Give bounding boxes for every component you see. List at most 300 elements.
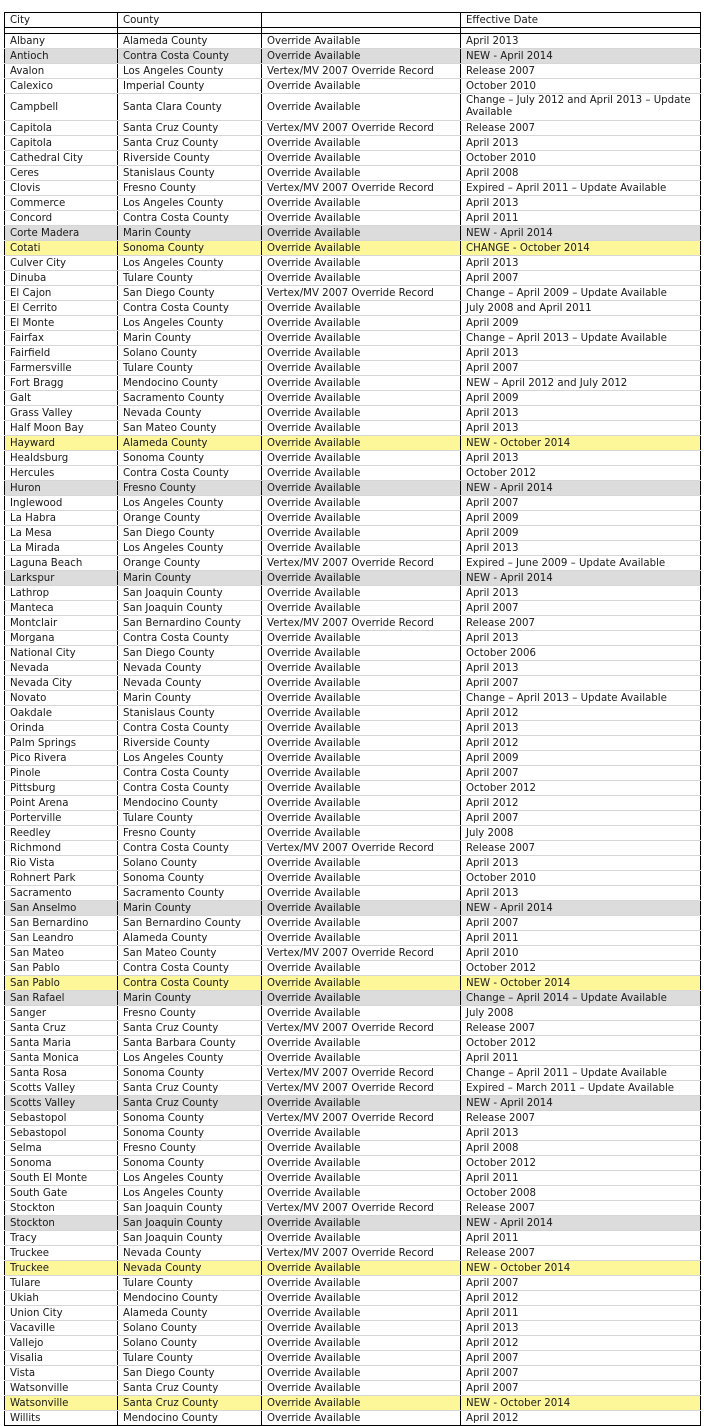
county-cell: Fresno County <box>118 1141 262 1156</box>
county-cell: Riverside County <box>118 736 262 751</box>
city-cell: Commerce <box>5 196 118 211</box>
effective-date-cell: Release 2007 <box>461 64 701 79</box>
effective-date-cell: Change – April 2009 – Update Available <box>461 286 701 301</box>
county-cell: Santa Cruz County <box>118 121 262 136</box>
county-cell: Fresno County <box>118 1006 262 1021</box>
city-cell: Scotts Valley <box>5 1096 118 1111</box>
effective-date-cell: April 2011 <box>461 931 701 946</box>
effective-date-cell: October 2006 <box>461 646 701 661</box>
status-cell: Vertex/MV 2007 Override Record <box>262 556 461 571</box>
effective-date-cell: April 2007 <box>461 766 701 781</box>
table-row <box>5 1081 701 1096</box>
status-cell: Override Available <box>262 331 461 346</box>
status-cell: Override Available <box>262 1351 461 1366</box>
effective-date-cell: April 2007 <box>461 676 701 691</box>
county-cell: Los Angeles County <box>118 64 262 79</box>
effective-date-cell: April 2009 <box>461 391 701 406</box>
status-cell: Override Available <box>262 1186 461 1201</box>
table-row <box>5 1276 701 1291</box>
status-cell: Override Available <box>262 1291 461 1306</box>
status-cell: Override Available <box>262 241 461 256</box>
table-row <box>5 181 701 196</box>
county-cell: Santa Cruz County <box>118 1396 262 1411</box>
table-row <box>5 931 701 946</box>
table-row <box>5 346 701 361</box>
effective-date-cell: April 2013 <box>461 1126 701 1141</box>
status-cell: Override Available <box>262 436 461 451</box>
city-cell: Sanger <box>5 1006 118 1021</box>
status-cell: Override Available <box>262 901 461 916</box>
county-cell: Santa Cruz County <box>118 1081 262 1096</box>
table-row <box>5 64 701 79</box>
status-cell: Override Available <box>262 961 461 976</box>
effective-date-cell: April 2009 <box>461 526 701 541</box>
county-cell: Los Angeles County <box>118 316 262 331</box>
table-row <box>5 1006 701 1021</box>
effective-date-cell: April 2010 <box>461 946 701 961</box>
city-cell: National City <box>5 646 118 661</box>
status-cell: Override Available <box>262 1231 461 1246</box>
status-cell: Override Available <box>262 226 461 241</box>
county-cell: San Mateo County <box>118 946 262 961</box>
city-cell: San Rafael <box>5 991 118 1006</box>
table-row <box>5 211 701 226</box>
table-row <box>5 121 701 136</box>
city-cell: Reedley <box>5 826 118 841</box>
effective-date-cell: Change – April 2014 – Update Available <box>461 991 701 1006</box>
city-cell: Montclair <box>5 616 118 631</box>
effective-date-cell: Release 2007 <box>461 1201 701 1216</box>
city-cell: Capitola <box>5 136 118 151</box>
effective-date-cell: Change – April 2013 – Update Available <box>461 691 701 706</box>
county-cell: Alameda County <box>118 436 262 451</box>
county-cell: Santa Barbara County <box>118 1036 262 1051</box>
city-cell: Hercules <box>5 466 118 481</box>
effective-date-cell: July 2008 <box>461 1006 701 1021</box>
status-cell: Override Available <box>262 376 461 391</box>
city-cell: Oakdale <box>5 706 118 721</box>
status-cell: Override Available <box>262 751 461 766</box>
table-row <box>5 1066 701 1081</box>
effective-date-cell: April 2011 <box>461 1306 701 1321</box>
table-row <box>5 94 701 121</box>
table-row <box>5 1036 701 1051</box>
table-row <box>5 616 701 631</box>
table-row <box>5 1351 701 1366</box>
table-row <box>5 196 701 211</box>
status-cell: Override Available <box>262 271 461 286</box>
effective-date-cell: October 2010 <box>461 151 701 166</box>
status-cell: Override Available <box>262 196 461 211</box>
county-cell: Solano County <box>118 856 262 871</box>
status-cell: Override Available <box>262 646 461 661</box>
status-cell: Override Available <box>262 811 461 826</box>
effective-date-cell: April 2013 <box>461 1321 701 1336</box>
status-cell: Vertex/MV 2007 Override Record <box>262 286 461 301</box>
table-row <box>5 961 701 976</box>
status-cell: Override Available <box>262 1141 461 1156</box>
effective-date-cell: April 2009 <box>461 511 701 526</box>
city-cell: Stockton <box>5 1201 118 1216</box>
city-cell: La Habra <box>5 511 118 526</box>
effective-date-cell: Expired – June 2009 – Update Available <box>461 556 701 571</box>
effective-date-cell: April 2007 <box>461 1351 701 1366</box>
effective-date-cell: NEW - April 2014 <box>461 571 701 586</box>
county-cell: Santa Cruz County <box>118 1096 262 1111</box>
effective-date-cell: April 2011 <box>461 1171 701 1186</box>
city-cell: Sacramento <box>5 886 118 901</box>
table-row <box>5 511 701 526</box>
status-cell: Override Available <box>262 1216 461 1231</box>
status-cell: Vertex/MV 2007 Override Record <box>262 1201 461 1216</box>
county-cell: Los Angeles County <box>118 496 262 511</box>
status-cell: Override Available <box>262 526 461 541</box>
city-cell: El Monte <box>5 316 118 331</box>
table-row <box>5 871 701 886</box>
table-row <box>5 34 701 49</box>
status-cell: Override Available <box>262 316 461 331</box>
status-cell: Override Available <box>262 1096 461 1111</box>
effective-date-cell: April 2007 <box>461 811 701 826</box>
status-cell: Vertex/MV 2007 Override Record <box>262 616 461 631</box>
county-cell: Orange County <box>118 511 262 526</box>
table-row <box>5 946 701 961</box>
effective-date-cell: NEW - October 2014 <box>461 436 701 451</box>
city-cell: Ceres <box>5 166 118 181</box>
table-row <box>5 466 701 481</box>
table-row <box>5 1201 701 1216</box>
county-cell: Stanislaus County <box>118 706 262 721</box>
status-cell: Override Available <box>262 79 461 94</box>
table-row <box>5 1216 701 1231</box>
city-cell: Palm Springs <box>5 736 118 751</box>
city-cell: Willits <box>5 1411 118 1426</box>
city-cell: Capitola <box>5 121 118 136</box>
county-cell: San Mateo County <box>118 421 262 436</box>
status-cell: Override Available <box>262 421 461 436</box>
status-cell: Override Available <box>262 766 461 781</box>
status-cell: Vertex/MV 2007 Override Record <box>262 64 461 79</box>
table-row <box>5 406 701 421</box>
county-cell: Alameda County <box>118 1306 262 1321</box>
effective-date-cell: April 2013 <box>461 451 701 466</box>
city-cell: Nevada City <box>5 676 118 691</box>
table-row <box>5 991 701 1006</box>
county-cell: Tulare County <box>118 361 262 376</box>
city-cell: Dinuba <box>5 271 118 286</box>
table-row <box>5 736 701 751</box>
county-cell: Contra Costa County <box>118 631 262 646</box>
county-cell: Marin County <box>118 691 262 706</box>
county-cell: San Bernardino County <box>118 916 262 931</box>
status-cell: Vertex/MV 2007 Override Record <box>262 1111 461 1126</box>
status-cell: Override Available <box>262 736 461 751</box>
county-cell: Nevada County <box>118 406 262 421</box>
status-cell: Override Available <box>262 1006 461 1021</box>
county-cell: Contra Costa County <box>118 721 262 736</box>
city-cell: Lathrop <box>5 586 118 601</box>
effective-date-cell: NEW – April 2012 and July 2012 <box>461 376 701 391</box>
table-row <box>5 721 701 736</box>
status-cell: Override Available <box>262 346 461 361</box>
status-cell: Override Available <box>262 991 461 1006</box>
effective-date-cell: October 2010 <box>461 871 701 886</box>
table-row <box>5 1411 701 1426</box>
city-cell: Selma <box>5 1141 118 1156</box>
county-cell: Contra Costa County <box>118 961 262 976</box>
table-row <box>5 1156 701 1171</box>
city-cell: South El Monte <box>5 1171 118 1186</box>
county-cell: Santa Clara County <box>118 94 262 121</box>
county-cell: Alameda County <box>118 931 262 946</box>
table-row <box>5 676 701 691</box>
city-cell: Novato <box>5 691 118 706</box>
table-row <box>5 331 701 346</box>
effective-date-cell: Change – April 2013 – Update Available <box>461 331 701 346</box>
city-cell: Manteca <box>5 601 118 616</box>
county-cell: Sonoma County <box>118 1156 262 1171</box>
city-cell: Cathedral City <box>5 151 118 166</box>
effective-date-cell: April 2012 <box>461 1336 701 1351</box>
table-row <box>5 1291 701 1306</box>
county-cell: Marin County <box>118 331 262 346</box>
status-cell: Override Available <box>262 826 461 841</box>
county-cell: Sacramento County <box>118 391 262 406</box>
table-row <box>5 391 701 406</box>
city-cell: Concord <box>5 211 118 226</box>
county-cell: Contra Costa County <box>118 766 262 781</box>
city-cell: Avalon <box>5 64 118 79</box>
status-cell: Override Available <box>262 1336 461 1351</box>
table-row <box>5 586 701 601</box>
table-row <box>5 571 701 586</box>
effective-date-cell: April 2013 <box>461 346 701 361</box>
effective-date-cell: Release 2007 <box>461 1246 701 1261</box>
city-cell: Watsonville <box>5 1396 118 1411</box>
effective-date-cell: July 2008 <box>461 826 701 841</box>
table-row <box>5 1141 701 1156</box>
table-row <box>5 481 701 496</box>
status-cell: Override Available <box>262 916 461 931</box>
city-cell: Larkspur <box>5 571 118 586</box>
effective-date-cell: NEW - April 2014 <box>461 49 701 64</box>
county-cell: Mendocino County <box>118 1291 262 1306</box>
city-cell: Huron <box>5 481 118 496</box>
county-cell: Tulare County <box>118 811 262 826</box>
status-cell: Override Available <box>262 1396 461 1411</box>
city-cell: Rohnert Park <box>5 871 118 886</box>
effective-date-cell: April 2013 <box>461 886 701 901</box>
table-row <box>5 79 701 94</box>
table-row <box>5 781 701 796</box>
effective-date-cell: April 2011 <box>461 1231 701 1246</box>
table-row <box>5 1261 701 1276</box>
city-cell: Pinole <box>5 766 118 781</box>
status-cell: Override Available <box>262 256 461 271</box>
table-row <box>5 826 701 841</box>
effective-date-cell: NEW - April 2014 <box>461 1216 701 1231</box>
effective-date-cell: NEW - April 2014 <box>461 901 701 916</box>
table-row <box>5 526 701 541</box>
effective-date-cell: NEW - April 2014 <box>461 1096 701 1111</box>
table-row <box>5 976 701 991</box>
county-cell: San Diego County <box>118 286 262 301</box>
effective-date-cell: April 2013 <box>461 34 701 49</box>
effective-date-cell: October 2012 <box>461 781 701 796</box>
effective-date-cell: April 2007 <box>461 1276 701 1291</box>
county-cell: San Diego County <box>118 526 262 541</box>
county-cell: Nevada County <box>118 661 262 676</box>
county-cell: Santa Cruz County <box>118 136 262 151</box>
table-row <box>5 49 701 64</box>
city-cell: Sebastopol <box>5 1111 118 1126</box>
effective-date-cell: Change – April 2011 – Update Available <box>461 1066 701 1081</box>
effective-date-cell: Release 2007 <box>461 841 701 856</box>
table-row <box>5 631 701 646</box>
status-cell: Override Available <box>262 1036 461 1051</box>
effective-date-cell: Change – July 2012 and April 2013 – Update Available <box>461 94 701 121</box>
city-cell: Fort Bragg <box>5 376 118 391</box>
county-cell: Mendocino County <box>118 1411 262 1426</box>
effective-date-cell: April 2007 <box>461 1381 701 1396</box>
status-cell: Override Available <box>262 94 461 121</box>
county-cell: San Joaquin County <box>118 586 262 601</box>
status-cell: Override Available <box>262 931 461 946</box>
status-cell: Override Available <box>262 136 461 151</box>
effective-date-cell: Expired – March 2011 – Update Available <box>461 1081 701 1096</box>
effective-date-cell: April 2013 <box>461 721 701 736</box>
effective-date-cell: October 2012 <box>461 466 701 481</box>
county-cell: Los Angeles County <box>118 256 262 271</box>
table-row <box>5 766 701 781</box>
status-cell: Override Available <box>262 1156 461 1171</box>
county-cell: Sonoma County <box>118 241 262 256</box>
table-row <box>5 241 701 256</box>
table-body <box>5 28 701 1426</box>
table-row <box>5 751 701 766</box>
city-cell: Farmersville <box>5 361 118 376</box>
county-cell: Contra Costa County <box>118 49 262 64</box>
status-cell: Override Available <box>262 721 461 736</box>
city-cell: Pittsburg <box>5 781 118 796</box>
status-cell: Override Available <box>262 691 461 706</box>
status-cell: Vertex/MV 2007 Override Record <box>262 1066 461 1081</box>
status-cell: Override Available <box>262 541 461 556</box>
county-cell: Orange County <box>118 556 262 571</box>
status-cell: Override Available <box>262 496 461 511</box>
effective-date-cell: October 2012 <box>461 961 701 976</box>
table-row <box>5 1321 701 1336</box>
city-cell: Albany <box>5 34 118 49</box>
county-cell: Los Angeles County <box>118 541 262 556</box>
county-cell: Sonoma County <box>118 1066 262 1081</box>
table-row <box>5 1111 701 1126</box>
table-row <box>5 301 701 316</box>
effective-date-cell: April 2013 <box>461 256 701 271</box>
effective-date-cell: April 2013 <box>461 856 701 871</box>
header-status <box>262 13 461 28</box>
city-cell: Santa Rosa <box>5 1066 118 1081</box>
status-cell: Override Available <box>262 601 461 616</box>
status-cell: Override Available <box>262 631 461 646</box>
status-cell: Vertex/MV 2007 Override Record <box>262 946 461 961</box>
table-row <box>5 451 701 466</box>
status-cell: Override Available <box>262 781 461 796</box>
effective-date-cell: Release 2007 <box>461 1111 701 1126</box>
city-cell: San Leandro <box>5 931 118 946</box>
status-cell: Vertex/MV 2007 Override Record <box>262 181 461 196</box>
table-row <box>5 271 701 286</box>
county-cell: Los Angeles County <box>118 1186 262 1201</box>
city-cell: Tulare <box>5 1276 118 1291</box>
county-cell: Mendocino County <box>118 376 262 391</box>
effective-date-cell: April 2007 <box>461 361 701 376</box>
effective-date-cell: April 2012 <box>461 1291 701 1306</box>
status-cell: Override Available <box>262 676 461 691</box>
effective-date-cell: April 2013 <box>461 136 701 151</box>
status-cell: Override Available <box>262 301 461 316</box>
county-cell: Contra Costa County <box>118 211 262 226</box>
county-cell: San Joaquin County <box>118 1231 262 1246</box>
county-cell: Los Angeles County <box>118 196 262 211</box>
county-cell: Contra Costa County <box>118 841 262 856</box>
county-cell: San Bernardino County <box>118 616 262 631</box>
table-row <box>5 1126 701 1141</box>
city-cell: Sonoma <box>5 1156 118 1171</box>
city-cell: La Mesa <box>5 526 118 541</box>
city-cell: Pico Rivera <box>5 751 118 766</box>
city-cell: Sebastopol <box>5 1126 118 1141</box>
city-cell: Fairfax <box>5 331 118 346</box>
city-cell: Stockton <box>5 1216 118 1231</box>
city-cell: Half Moon Bay <box>5 421 118 436</box>
table-row <box>5 661 701 676</box>
effective-date-cell: April 2007 <box>461 496 701 511</box>
status-cell: Override Available <box>262 661 461 676</box>
table-row <box>5 256 701 271</box>
county-cell: Contra Costa County <box>118 976 262 991</box>
table-row <box>5 361 701 376</box>
county-cell: Nevada County <box>118 676 262 691</box>
county-cell: Sonoma County <box>118 1126 262 1141</box>
city-cell: Tracy <box>5 1231 118 1246</box>
table-row <box>5 916 701 931</box>
status-cell: Override Available <box>262 211 461 226</box>
city-cell: Orinda <box>5 721 118 736</box>
county-cell: Alameda County <box>118 34 262 49</box>
table-row <box>5 646 701 661</box>
city-cell: Calexico <box>5 79 118 94</box>
status-cell: Override Available <box>262 871 461 886</box>
status-cell: Override Available <box>262 151 461 166</box>
city-cell: Richmond <box>5 841 118 856</box>
county-cell: Tulare County <box>118 1351 262 1366</box>
county-cell: Los Angeles County <box>118 751 262 766</box>
county-cell: Marin County <box>118 226 262 241</box>
effective-date-cell: April 2007 <box>461 1366 701 1381</box>
county-cell: San Diego County <box>118 646 262 661</box>
header-city: City <box>5 13 118 28</box>
table-row <box>5 541 701 556</box>
county-cell: Fresno County <box>118 826 262 841</box>
city-cell: Hayward <box>5 436 118 451</box>
override-table <box>4 12 701 1426</box>
effective-date-cell: July 2008 and April 2011 <box>461 301 701 316</box>
status-cell: Override Available <box>262 1261 461 1276</box>
status-cell: Vertex/MV 2007 Override Record <box>262 1081 461 1096</box>
city-cell: South Gate <box>5 1186 118 1201</box>
status-cell: Override Available <box>262 1321 461 1336</box>
